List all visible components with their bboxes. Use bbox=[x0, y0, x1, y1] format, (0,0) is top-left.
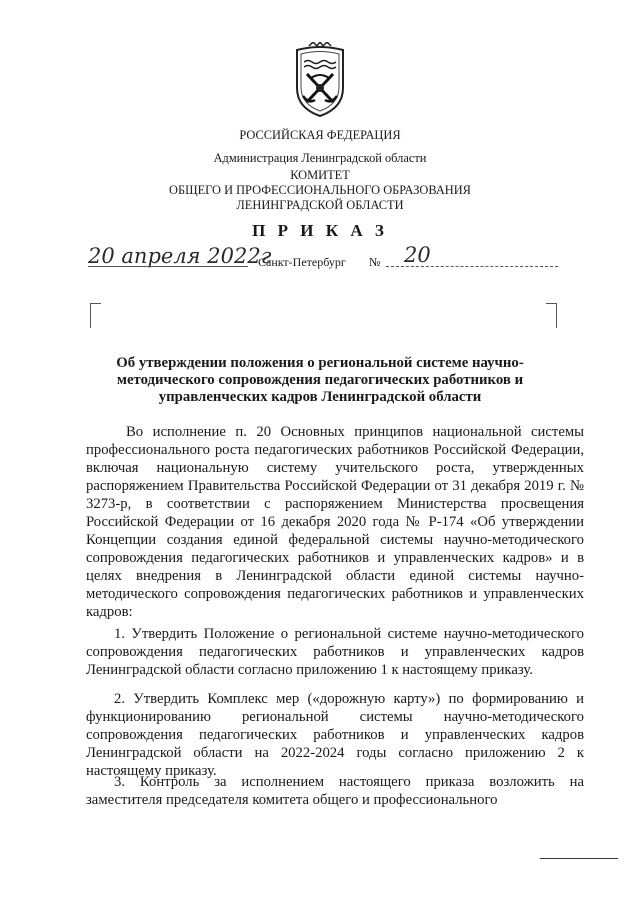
committee-line-3: ЛЕНИНГРАДСКОЙ ОБЛАСТИ bbox=[236, 198, 404, 212]
date-handwritten: 20 апреля 2022г bbox=[88, 244, 272, 268]
left-corner-bracket bbox=[90, 303, 101, 328]
order-item-1: 1. Утвердить Положение о региональной системе научно-методического сопровождения педагогических работников и управленческих кадров Ленинградской области согласно приложению 1 к настоящему приказу. bbox=[86, 626, 584, 678]
subject-line-3: управленческих кадров Ленинградской области bbox=[158, 389, 482, 405]
order-item-3: 3. Контроль за исполнением настоящего приказа возложить на заместителя председателя комитета общего и профессионального bbox=[86, 774, 584, 808]
number-sign: № bbox=[369, 255, 381, 269]
intro-paragraph: Во исполнение п. 20 Основных принципов национальной системы профессионального роста педагогических работников Российской Федерации, включая национальную систему учительского роста, утвержденных распоряжением Правительства Российской Федерации от 31 декабря 2019 г. № 3273-р, в соответствии с распоряжением Министерства просвещения Российской Федерации от 16 декабря 2020 года № Р-174 «Об утверждении Концепции создания единой федеральной системы научно-методического сопровождения педагогических работников и управленческих кадров» и в целях внедрения в Ленинградской области единой системы научно-методического сопровождения педагогических работников и управленческих кадров: bbox=[86, 424, 584, 620]
document-type-title: П Р И К А З bbox=[252, 221, 388, 240]
coat-of-arms-emblem bbox=[289, 42, 351, 120]
subject-line-2: методического сопровождения педагогических работников и bbox=[116, 372, 524, 388]
right-corner-bracket bbox=[546, 303, 557, 328]
administration-name: Администрация Ленинградской области bbox=[213, 151, 427, 165]
number-handwritten: 20 bbox=[404, 243, 431, 267]
number-underline bbox=[386, 266, 558, 267]
committee-line-1: КОМИТЕТ bbox=[290, 168, 350, 182]
order-subject bbox=[100, 355, 540, 406]
order-item-2: 2. Утвердить Комплекс мер («дорожную карту») по формированию и функционированию региональной системы научно-методического сопровождения педагогических работников и управленческих кадров Ленинградской области на 2022-2024 годы согласно приложению 2 к настоящему приказу. bbox=[86, 691, 584, 779]
date-underline bbox=[88, 266, 248, 267]
subject-line-1: Об утверждении положения о региональной системе научно- bbox=[116, 355, 524, 371]
footer-rule bbox=[540, 858, 618, 859]
city-label: Санкт-Петербург bbox=[258, 255, 346, 269]
committee-line-2: ОБЩЕГО И ПРОФЕССИОНАЛЬНОГО ОБРАЗОВАНИЯ bbox=[169, 183, 471, 197]
country-name: РОССИЙСКАЯ ФЕДЕРАЦИЯ bbox=[239, 128, 401, 142]
